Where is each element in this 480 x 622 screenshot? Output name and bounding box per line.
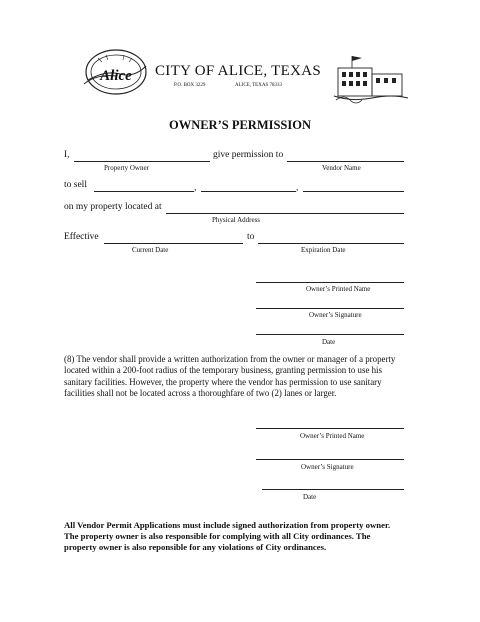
ordinance-paragraph: (8) The vendor shall provide a written authorization from the owner or manager of a property located within a 200-foot radius of the temporary business, granting permission to use his sanitary facilities. However, the property where the vendor has permission to use sanitary facilities shall not be located across a thoroughfare of two (2) lanes or larger. xyxy=(64,354,396,399)
comma-2: , xyxy=(296,183,299,193)
signature-line-2[interactable] xyxy=(256,459,404,460)
page-title: OWNER’S PERMISSION xyxy=(168,118,312,132)
signature-caption-1: Owner’s Signature xyxy=(309,311,362,319)
item-1-field[interactable] xyxy=(94,191,194,192)
city-hall-illustration xyxy=(332,54,410,106)
printed-name-line-2[interactable] xyxy=(256,428,404,429)
date-line-2[interactable] xyxy=(262,489,404,490)
city-name: CITY OF ALICE, TEXAS xyxy=(155,63,322,79)
give-permission-text: give permission to xyxy=(213,150,284,160)
signature-caption-2: Owner’s Signature xyxy=(301,463,354,471)
item-3-field[interactable] xyxy=(303,191,404,192)
property-owner-field[interactable] xyxy=(74,161,210,162)
date-caption-1: Date xyxy=(322,338,336,346)
date-line-1[interactable] xyxy=(256,334,404,335)
current-date-field[interactable] xyxy=(104,243,243,244)
comma-1: , xyxy=(194,183,197,193)
to-sell-label: to sell xyxy=(64,180,87,190)
printed-name-caption-1: Owner’s Printed Name xyxy=(306,285,371,293)
city-address: ALICE, TEXAS 78333 xyxy=(235,83,282,88)
svg-text:Alice: Alice xyxy=(100,68,132,84)
signature-line-1[interactable] xyxy=(256,308,404,309)
on-property-label: on my property located at xyxy=(64,202,162,212)
property-owner-caption: Property Owner xyxy=(104,164,149,172)
footer-note: All Vendor Permit Applications must include signed authorization from property owner. The property owner is also responsible for complying with all City ordinances. The property owner is also reponsible for any violations of City ordinances. xyxy=(64,520,391,553)
printed-name-caption-2: Owner’s Printed Name xyxy=(300,432,365,440)
po-box: P.O. BOX 3229 xyxy=(174,83,206,88)
city-seal-logo xyxy=(76,44,156,100)
current-date-caption: Current Date xyxy=(132,246,169,254)
effective-label: Effective xyxy=(64,232,99,242)
vendor-name-field[interactable] xyxy=(287,161,404,162)
expiration-date-field[interactable] xyxy=(258,243,404,244)
item-2-field[interactable] xyxy=(201,191,296,192)
vendor-name-caption: Vendor Name xyxy=(322,164,361,172)
printed-name-line-1[interactable] xyxy=(256,282,404,283)
to-label: to xyxy=(247,232,255,242)
i-label: I, xyxy=(64,150,70,160)
expiration-date-caption: Expiration Date xyxy=(301,246,346,254)
physical-address-caption: Physical Address xyxy=(212,216,261,224)
date-caption-2: Date xyxy=(303,493,317,501)
physical-address-field[interactable] xyxy=(166,213,404,214)
